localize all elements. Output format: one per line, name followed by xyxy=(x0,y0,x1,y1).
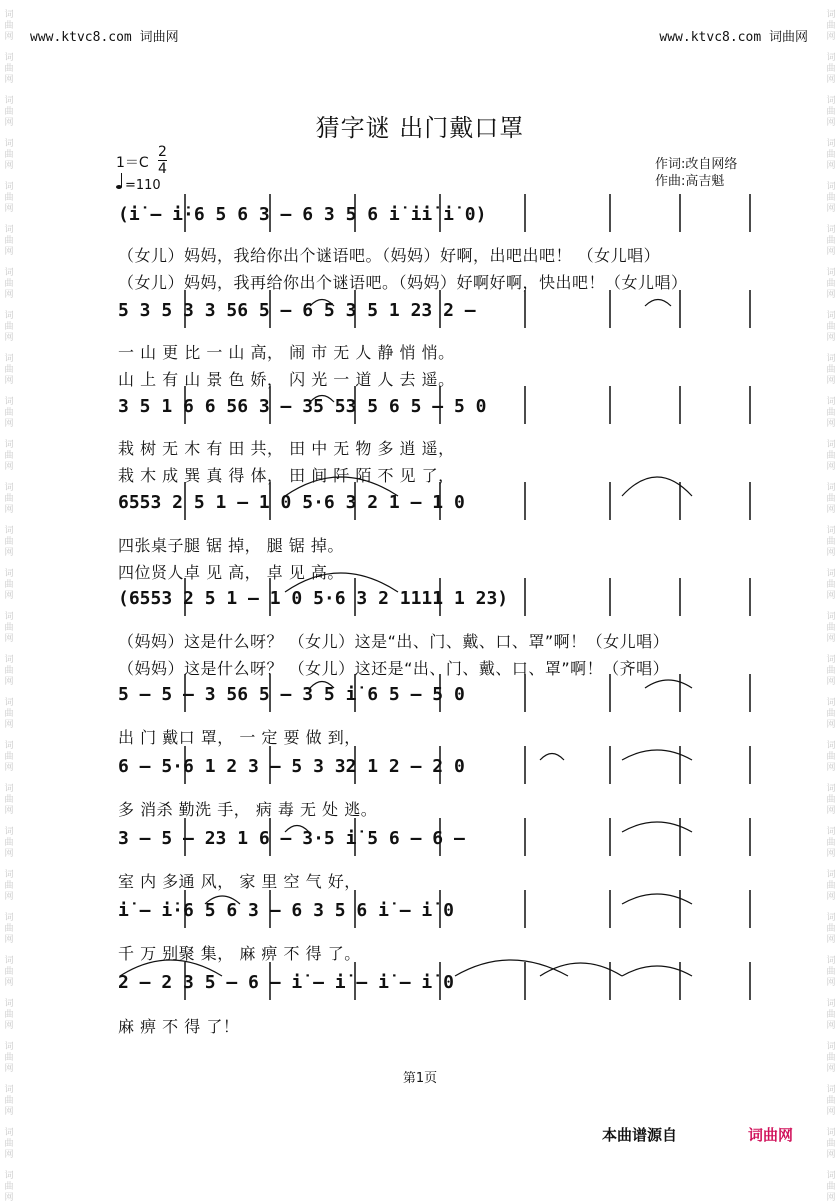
watermark-text: 词 曲 网 xyxy=(4,268,14,300)
lyric-line: 出 门 戴口 罩， 一 定 要 做 到， xyxy=(118,728,361,747)
watermark-text: 词 曲 网 xyxy=(826,440,836,472)
watermark-text: 词 曲 网 xyxy=(826,569,836,601)
watermark-text: 词 曲 网 xyxy=(826,741,836,773)
watermark-text: 词 曲 网 xyxy=(826,483,836,515)
watermark-text: 词 曲 网 xyxy=(826,268,836,300)
watermark-text: 词 曲 网 xyxy=(4,440,14,472)
watermark-text: 词 曲 网 xyxy=(826,1085,836,1117)
lyric-line: 一 山 更 比 一 山 高， 闹 市 无 人 静 悄 悄。 xyxy=(118,343,455,362)
watermark-text: 词 曲 网 xyxy=(4,913,14,945)
music-row: 5 – 5 – 3 56 5 – 3 5 i̇ 6 5 – 5 0 xyxy=(118,684,465,705)
watermark-text: 词 曲 网 xyxy=(826,1128,836,1160)
watermark-text: 词 曲 网 xyxy=(826,397,836,429)
tie xyxy=(622,966,692,976)
watermark-text: 词 曲 网 xyxy=(826,784,836,816)
lyric-line: （妈妈）这是什么呀？ （女儿）这是“出、门、戴、口、罩”啊！（女儿唱） xyxy=(118,632,670,651)
watermark-text: 词 曲 网 xyxy=(826,10,836,42)
watermark-text: 词 曲 网 xyxy=(4,741,14,773)
watermark-text: 词 曲 网 xyxy=(4,10,14,42)
watermark-text: 词 曲 网 xyxy=(826,53,836,85)
music-row: 6553 2 5 1 – 1 0 5·6 3 2 1 – 1 0 xyxy=(118,492,465,513)
watermark-text: 词 曲 网 xyxy=(4,225,14,257)
lyric-line: （女儿）妈妈，我给你出个谜语吧。（妈妈）好啊，出吧出吧！ （女儿唱） xyxy=(118,246,661,265)
music-row: 3 – 5 – 23 1 6 – 3·5 i̇ 5 6 – 6 – xyxy=(118,828,465,849)
watermark-text: 词 曲 网 xyxy=(4,96,14,128)
site-name: 词曲网 xyxy=(139,30,179,45)
slur xyxy=(540,754,564,761)
slur xyxy=(310,396,334,403)
watermark-text: 词 曲 网 xyxy=(4,999,14,1031)
watermark-text: 词 曲 网 xyxy=(826,827,836,859)
watermark-text: 词 曲 网 xyxy=(4,956,14,988)
tempo-value: =110 xyxy=(125,178,161,193)
lyric-line: 麻 痹 不 得 了！ xyxy=(118,1017,240,1036)
tie xyxy=(285,477,398,496)
slur xyxy=(205,896,240,904)
lyric-line: （妈妈）这是什么呀？ （女儿）这还是“出、门、戴、口、罩”啊！（齐唱） xyxy=(118,659,670,678)
lyric-line: 多 消杀 勤洗 手， 病 毒 无 处 逃。 xyxy=(118,800,378,819)
watermark-text: 词 曲 网 xyxy=(826,698,836,730)
watermark-text: 词 曲 网 xyxy=(4,569,14,601)
watermark-text: 词 曲 网 xyxy=(4,612,14,644)
watermark-text: 词 曲 网 xyxy=(826,354,836,386)
watermark-text: 词 曲 网 xyxy=(4,1085,14,1117)
music-row: 2 – 2 3 5 – 6 – i̇ – i̇ – i̇ – i̇ 0 xyxy=(118,972,454,993)
time-numerator: 2 xyxy=(158,144,167,160)
watermark-text: 词 曲 网 xyxy=(4,1042,14,1074)
tie xyxy=(645,680,692,688)
site-name: 词曲网 xyxy=(768,30,808,45)
slur xyxy=(310,300,334,307)
watermark-text: 词 曲 网 xyxy=(4,182,14,214)
watermark-text: 词 曲 网 xyxy=(4,870,14,902)
lyricist-credit: 作词:改自网络 xyxy=(655,157,738,172)
watermark-text: 词 曲 网 xyxy=(4,483,14,515)
watermark-text: 词 曲 网 xyxy=(4,139,14,171)
source-label: 本曲谱源自 xyxy=(602,1126,678,1144)
tie xyxy=(622,750,692,760)
watermark-text: 词 曲 网 xyxy=(826,96,836,128)
tie xyxy=(622,822,692,832)
watermark-text: 词 曲 网 xyxy=(826,1042,836,1074)
lyric-line: 山 上 有 山 景 色 娇， 闪 光 一 道 人 去 遥。 xyxy=(118,370,455,389)
watermark-text: 词 曲 网 xyxy=(4,655,14,687)
watermark-text: 词 曲 网 xyxy=(826,526,836,558)
lyric-line: 栽 木 成 巽 真 得 体， 田 间 阡 陌 不 见 了， xyxy=(118,466,455,485)
watermark-text: 词 曲 网 xyxy=(826,311,836,343)
watermark-text: 词 曲 网 xyxy=(826,913,836,945)
lyric-line: （女儿）妈妈，我再给你出个谜语吧。（妈妈）好啊好啊，快出吧！（女儿唱） xyxy=(118,273,688,292)
watermark-text: 词 曲 网 xyxy=(826,139,836,171)
music-row: (6553 2 5 1 – 1 0 5·6 3 2 1111 1 23) xyxy=(118,588,509,609)
watermark-text: 词 曲 网 xyxy=(4,1171,14,1203)
time-denominator: 4 xyxy=(158,161,167,177)
watermark-text: 词 曲 网 xyxy=(4,698,14,730)
music-row: i̇ – i̇·6 5 6 3 – 6 3 5 6 i̇ – i̇ 0 xyxy=(118,900,454,921)
lyric-line: 四张桌子腿 锯 掉， 腿 锯 掉。 xyxy=(118,536,344,555)
lyric-line: 千 万 别聚 集， 麻 痹 不 得 了。 xyxy=(118,944,361,963)
watermark-text: 词 曲 网 xyxy=(826,655,836,687)
url-text: www.ktvc8.com xyxy=(659,30,762,45)
watermark-text: 词 曲 网 xyxy=(826,612,836,644)
music-row: 6 – 5·6 1 2 3 – 5 3 32 1 2 – 2 0 xyxy=(118,756,465,777)
watermark-text: 词 曲 网 xyxy=(4,526,14,558)
watermark-text: 词 曲 网 xyxy=(826,182,836,214)
watermark-text: 词 曲 网 xyxy=(826,956,836,988)
tie xyxy=(622,894,692,904)
music-row: 5 3 5 3 3 56 5 – 6 5 3 5 1 23 2 – xyxy=(118,300,476,321)
url-text: www.ktvc8.com xyxy=(30,30,132,45)
page-number: 第1页 xyxy=(402,1071,438,1086)
watermark-text: 词 曲 网 xyxy=(4,354,14,386)
watermark-text: 词 曲 网 xyxy=(4,53,14,85)
slur xyxy=(285,826,309,833)
watermark-text: 词 曲 网 xyxy=(826,225,836,257)
watermark-text: 词 曲 网 xyxy=(826,999,836,1031)
slur xyxy=(310,682,334,689)
song-title: 猜字谜 出门戴口罩 xyxy=(315,114,525,142)
lyric-line: 四位贤人卓 见 高， 卓 见 高。 xyxy=(118,563,344,582)
watermark-text: 词 曲 网 xyxy=(4,1128,14,1160)
watermark-text: 词 曲 网 xyxy=(826,1171,836,1203)
tie xyxy=(622,477,692,496)
tie xyxy=(455,960,568,976)
lyric-line: 室 内 多通 风， 家 里 空 气 好， xyxy=(118,872,361,891)
lyric-line: 栽 树 无 木 有 田 共， 田 中 无 物 多 逍 遥， xyxy=(118,439,455,458)
watermark-text: 词 曲 网 xyxy=(4,311,14,343)
key-signature: 1＝C xyxy=(116,155,149,171)
watermark-text: 词 曲 网 xyxy=(826,870,836,902)
music-row: 3 5 1 6 6 56 3 – 35 53 5 6 5 – 5 0 xyxy=(118,396,487,417)
watermark-text: 词 曲 网 xyxy=(4,397,14,429)
music-row: (i̇ – i̇·6 5 6 3 – 6 3 5 6 i̇ i̇i̇ i̇ 0) xyxy=(118,204,487,225)
composer-credit: 作曲:高吉魁 xyxy=(655,174,725,189)
watermark-text: 词 曲 网 xyxy=(4,784,14,816)
slur xyxy=(120,960,222,976)
watermark-text: 词 曲 网 xyxy=(4,827,14,859)
tie xyxy=(285,573,398,592)
slur xyxy=(645,300,671,307)
brand-logo[interactable]: 词曲网 xyxy=(748,1126,794,1144)
